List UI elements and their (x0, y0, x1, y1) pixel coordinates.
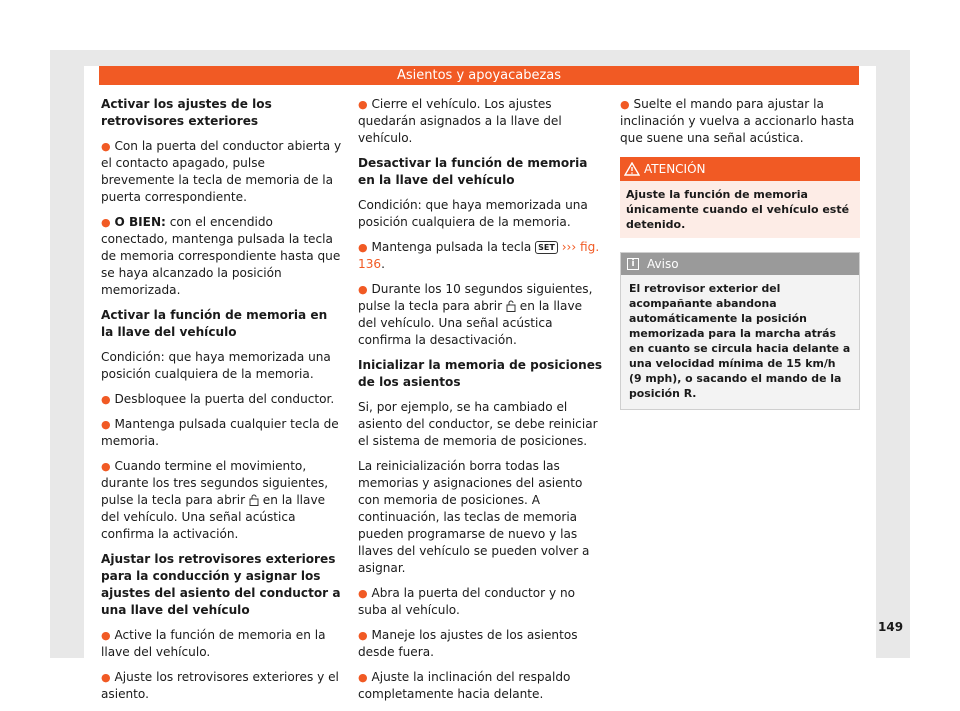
note-header (621, 253, 859, 275)
paragraph: Condición: que haya memorizada una posición cualquiera de la memoria. (101, 350, 331, 381)
list-item: ● Abra la puerta del conductor y no suba al vehículo. (358, 586, 576, 617)
column-2 (358, 96, 603, 711)
unlock-icon (506, 300, 516, 312)
warning-title: ATENCIÓN (644, 162, 706, 176)
page-number: 149 (878, 620, 904, 634)
list-item: ● Active la función de memoria en la llave del vehículo. (101, 628, 326, 659)
heading-assign-settings: Ajustar los retrovisores exteriores para la conducción y asignar los ajustes del asiento del conductor a una llave del vehículo (101, 552, 341, 617)
note-title: Aviso (647, 257, 679, 271)
list-item: ● Cierre el vehículo. Los ajustes quedarán asignados a la llave del vehículo. (358, 97, 562, 145)
paragraph: Condición: que haya memorizada una posición cualquiera de la memoria. (358, 198, 588, 229)
warning-text: Ajuste la función de memoria únicamente cuando el vehículo esté detenido. (626, 188, 850, 231)
heading-deactivate-memory: Desactivar la función de memoria en la llave del vehículo (358, 156, 588, 187)
heading-mirror-settings: Activar los ajustes de los retrovisores exteriores (101, 97, 272, 128)
paragraph: La reinicialización borra todas las memorias y asignaciones del asiento con memoria de posiciones. A continuación, las teclas de memoria pueden programarse de nuevo y las llaves del vehículo se pueden volver a asignar. (358, 459, 590, 575)
list-item: ● Maneje los ajustes de los asientos desde fuera. (358, 628, 578, 659)
bullet-icon: ● (101, 140, 111, 153)
unlock-icon (249, 494, 259, 506)
warning-triangle-icon (624, 162, 640, 176)
bullet-icon: ● (358, 671, 368, 684)
list-item: ● Durante los 10 segundos siguientes, pulse la tecla para abrir en la llave del vehículo. Una señal acústica confirma la desactivación. (358, 282, 593, 347)
bullet-icon: ● (358, 283, 368, 296)
heading-activate-memory: Activar la función de memoria en la llave del vehículo (101, 308, 328, 339)
bullet-icon: ● (358, 587, 368, 600)
warning-header (620, 157, 860, 181)
column-3 (620, 96, 860, 410)
note-box (620, 252, 860, 410)
list-item: ● Desbloquee la puerta del conductor. (101, 392, 335, 406)
bullet-icon: ● (101, 393, 111, 406)
list-item: ● O BIEN: con el encendido conectado, mantenga pulsada la tecla de memoria correspondiente hasta que se haya alcanzado la posición memorizada. (101, 215, 341, 297)
list-item: ● Cuando termine el movimiento, durante los tres segundos siguientes, pulse la tecla para abrir en la llave del vehículo. Una señal acústica confirma la activación. (101, 459, 329, 541)
column-1 (101, 96, 342, 711)
bullet-icon: ● (620, 98, 630, 111)
list-item: ● Ajuste los retrovisores exteriores y el asiento. (101, 670, 339, 701)
list-item: ● Mantenga pulsada cualquier tecla de memoria. (101, 417, 339, 448)
list-item: ● Mantenga pulsada la tecla SET ››› fig. 136. (358, 240, 600, 271)
bullet-icon: ● (358, 98, 368, 111)
info-icon: i (627, 258, 639, 270)
heading-initialize-memory: Inicializar la memoria de posiciones de los asientos (358, 358, 603, 389)
bullet-icon: ● (358, 629, 368, 642)
bullet-icon: ● (358, 241, 368, 254)
list-item: ● Con la puerta del conductor abierta y el contacto apagado, pulse brevemente la tecla de memoria de la puerta correspondiente. (101, 139, 342, 204)
paragraph: Si, por ejemplo, se ha cambiado el asiento del conductor, se debe reiniciar el sistema de memoria de posiciones. (358, 400, 598, 448)
bullet-icon: ● (101, 460, 111, 473)
figure-reference-link[interactable]: ››› fig. 136 (358, 240, 600, 271)
bullet-icon: ● (101, 216, 111, 229)
warning-box (620, 157, 860, 238)
note-text: El retrovisor exterior del acompañante abandona automáticamente la posición memorizada para la marcha atrás en cuanto se circula hacia delante a una velocidad mínima de 15 km/h (9 mph), o sacando el mando de la posición R. (629, 282, 851, 400)
section-header: Asientos y apoyacabezas (99, 66, 859, 85)
bullet-icon: ● (101, 418, 111, 431)
list-item: ● Suelte el mando para ajustar la inclinación y vuelva a accionarlo hasta que suene una señal acústica. (620, 97, 855, 145)
bullet-icon: ● (101, 629, 111, 642)
list-item: ● Ajuste la inclinación del respaldo completamente hacia delante. (358, 670, 571, 701)
bullet-icon: ● (101, 671, 111, 684)
set-key-icon: SET (535, 241, 558, 254)
